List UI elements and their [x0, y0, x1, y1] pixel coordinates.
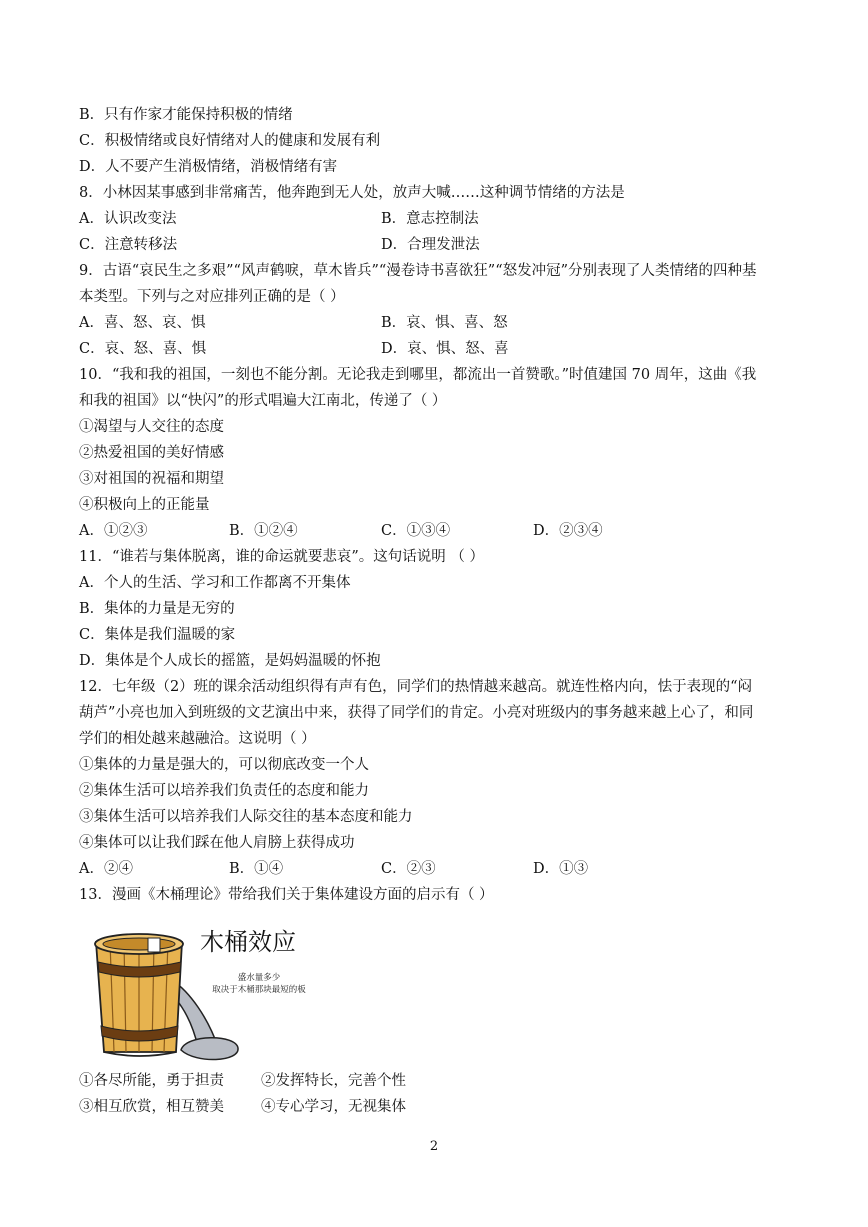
- figure-caption-line2: 取决于木桶那块最短的板: [212, 985, 306, 995]
- statement-12-3: ③集体生活可以培养我们人际交往的基本态度和能力: [79, 809, 413, 825]
- options-10: [79, 521, 603, 541]
- question-12-line2: 葫芦”小亮也加入到班级的文艺演出中来，获得了同学们的肯定。小亮对班级内的事务越来越上心了，和同: [79, 705, 754, 721]
- option-12b: B．①④: [229, 861, 284, 877]
- question-12-line1: 12．七年级（2）班的课余活动组织得有声有色，同学们的热情越来越高。就连性格内向，怯于表现的“闷: [79, 679, 753, 695]
- option-9d: D．哀、惧、怒、喜: [381, 341, 509, 357]
- options-9-ab: [79, 313, 508, 333]
- option-11d: D．集体是个人成长的摇篮，是妈妈温暖的怀抱: [79, 653, 381, 669]
- statement-10-4: ④积极向上的正能量: [79, 497, 210, 513]
- question-10-line1: 10．“我和我的祖国，一刻也不能分割。无论我走到哪里，都流出一首赞歌。”时值建国 70 周年，这曲《我: [79, 367, 757, 383]
- option-9b: B．哀、惧、喜、怒: [381, 315, 508, 331]
- option-7d: D．人不要产生消极情绪，消极情绪有害: [79, 159, 338, 175]
- option-8b: B．意志控制法: [381, 211, 479, 227]
- statement-12-1: ①集体的力量是强大的，可以彻底改变一个人: [79, 757, 369, 773]
- option-10c: C．①③④: [381, 523, 451, 539]
- option-7c: C．积极情绪或良好情绪对人的健康和发展有利: [79, 133, 381, 149]
- question-12-line3: 学们的相处越来越融洽。这说明（ ）: [79, 731, 316, 747]
- options-8-ab: [79, 209, 479, 229]
- statement-10-3: ③对祖国的祝福和期望: [79, 471, 224, 487]
- option-12d: D．①③: [533, 861, 589, 877]
- options-12: [79, 859, 589, 879]
- statement-13-3: ③相互欣赏，相互赞美: [79, 1099, 224, 1115]
- figure-title: 木桶效应: [200, 928, 296, 956]
- question-10-line2: 和我的祖国》以“快闪”的形式唱遍大江南北，传递了（ ）: [79, 393, 447, 409]
- option-9c: C．哀、怒、喜、惧: [79, 341, 207, 357]
- figure-caption: [204, 972, 314, 996]
- option-11a: A．个人的生活、学习和工作都离不开集体: [79, 575, 351, 591]
- option-9a: A．喜、怒、哀、惧: [79, 315, 206, 331]
- option-7b: B．只有作家才能保持积极的情绪: [79, 107, 293, 123]
- option-12a: A．②④: [79, 861, 133, 877]
- statements-13-row1: [79, 1071, 406, 1091]
- option-11b: B．集体的力量是无穷的: [79, 601, 235, 617]
- water-puddle: [181, 1038, 238, 1060]
- option-8a: A．认识改变法: [79, 211, 177, 227]
- statement-13-1: ①各尽所能，勇于担责: [79, 1073, 224, 1089]
- statement-10-2: ②热爱祖国的美好情感: [79, 445, 224, 461]
- option-11c: C．集体是我们温暖的家: [79, 627, 236, 643]
- statement-13-4: ④专心学习，无视集体: [261, 1099, 406, 1115]
- figure-caption-line1: 盛水量多少: [237, 973, 281, 983]
- statement-13-2: ②发挥特长，完善个性: [261, 1073, 406, 1089]
- options-8-cd: [79, 235, 480, 255]
- question-11: 11．“谁若与集体脱离，谁的命运就要悲哀”。这句话说明 （ ）: [79, 549, 484, 565]
- option-8c: C．注意转移法: [79, 237, 178, 253]
- question-9-line1: 9．古语“哀民生之多艰”“风声鹤唳，草木皆兵”“漫卷诗书喜欲狂”“怒发冲冠”分别表现了人类情绪的四种基: [79, 263, 757, 279]
- question-13: 13．漫画《木桶理论》带给我们关于集体建设方面的启示有（ ）: [79, 887, 494, 903]
- page-number: 2: [429, 1139, 439, 1154]
- statements-13-row2: [79, 1097, 406, 1117]
- option-10d: D．②③④: [533, 523, 603, 539]
- option-10a: A．①②③: [79, 523, 148, 539]
- option-12c: C．②③: [381, 861, 436, 877]
- statement-12-4: ④集体可以让我们踩在他人肩膀上获得成功: [79, 835, 355, 851]
- option-8d: D．合理发泄法: [381, 237, 480, 253]
- options-9-cd: [79, 339, 509, 359]
- statement-12-2: ②集体生活可以培养我们负责任的态度和能力: [79, 783, 369, 799]
- option-10b: B．①②④: [229, 523, 298, 539]
- question-8: 8．小林因某事感到非常痛苦，他奔跑到无人处，放声大喊……这种调节情绪的方法是: [79, 185, 625, 201]
- question-9-line2: 本类型。下列与之对应排列正确的是（ ）: [79, 289, 345, 305]
- statement-10-1: ①渴望与人交往的态度: [79, 419, 224, 435]
